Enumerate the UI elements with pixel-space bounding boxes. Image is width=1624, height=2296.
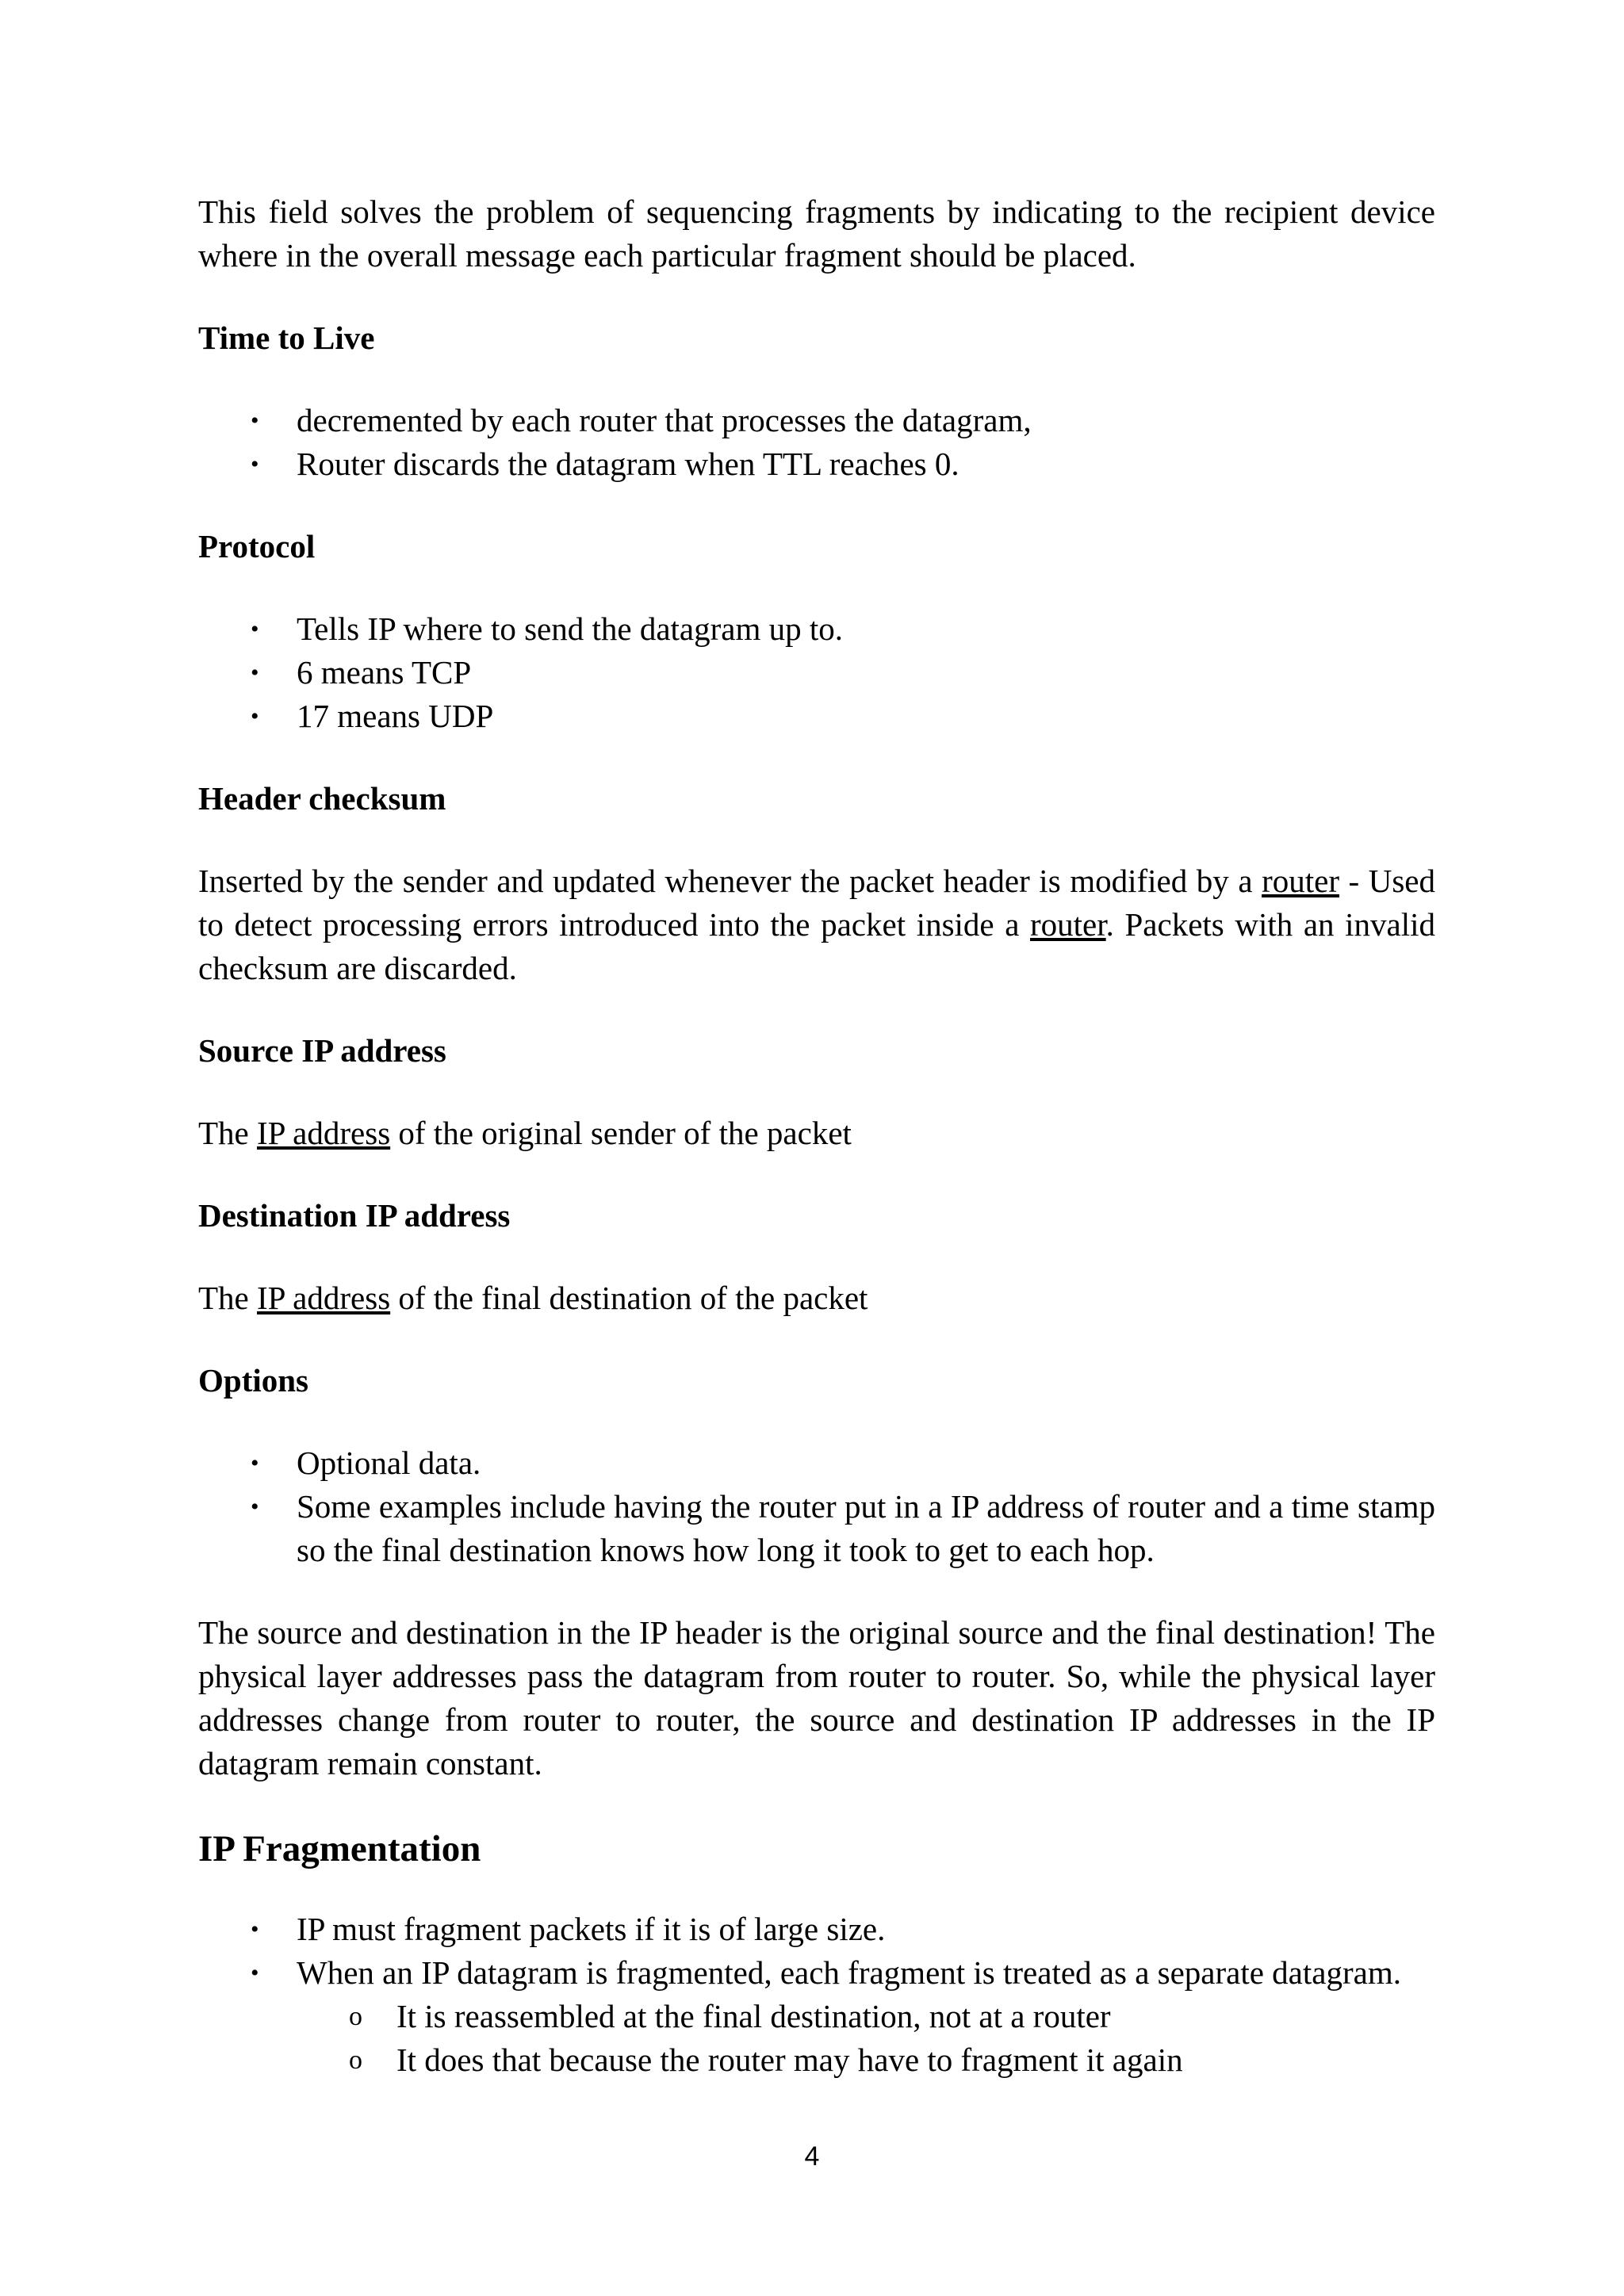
circle-bullet-icon: o	[349, 2002, 362, 2031]
list-item: • Some examples include having the router put in a IP address of router and a time stamp so the final destination knows how long it took to get to each hop.	[198, 1485, 1435, 1572]
list-item: • decremented by each router that processes the datagram,	[198, 399, 1435, 442]
protocol-list	[198, 607, 1435, 738]
options-heading: Options	[198, 1362, 308, 1399]
destination-ip-paragraph: The IP address of the final destination of the packet	[198, 1280, 868, 1316]
bullet-icon: •	[251, 1916, 259, 1942]
checksum-heading: Header checksum	[198, 780, 446, 817]
list-item: • Tells IP where to send the datagram up to.	[198, 607, 1435, 651]
bullet-icon: •	[251, 660, 259, 686]
list-item: • 6 means TCP	[198, 651, 1435, 695]
ip-address-link[interactable]: IP address	[257, 1115, 391, 1151]
bullet-icon: •	[251, 408, 259, 434]
source-ip-heading: Source IP address	[198, 1032, 446, 1069]
bullet-icon: •	[251, 616, 259, 642]
circle-bullet-icon: o	[349, 2045, 362, 2075]
router-link[interactable]: router	[1262, 863, 1339, 899]
ttl-heading: Time to Live	[198, 320, 375, 356]
list-item: • IP must fragment packets if it is of large size.	[198, 1908, 1435, 1951]
source-ip-paragraph: The IP address of the original sender of the packet	[198, 1115, 852, 1151]
page-number: 4	[804, 2141, 820, 2172]
summary-paragraph: The source and destination in the IP header is the original source and the final destination! The physical layer addresses pass the datagram from router to router. So, while the physical layer addresses change from router to router, the source and destination IP addresses in the IP datagram remain constant.	[198, 1614, 1435, 1781]
protocol-heading: Protocol	[198, 528, 316, 564]
options-list	[198, 1441, 1435, 1572]
destination-ip-heading: Destination IP address	[198, 1197, 511, 1234]
document-page	[198, 190, 1435, 2082]
fragmentation-sublist	[198, 1995, 1435, 2082]
bullet-icon: •	[251, 1494, 259, 1520]
bullet-icon: •	[251, 1450, 259, 1476]
fragmentation-list	[198, 1908, 1435, 1995]
list-item: • Optional data.	[198, 1441, 1435, 1485]
list-item: o It is reassembled at the final destination, not at a router	[198, 1995, 1435, 2038]
list-item: • Router discards the datagram when TTL reaches 0.	[198, 442, 1435, 486]
intro-paragraph: This field solves the problem of sequencing fragments by indicating to the recipient device where in the overall message each particular fragment should be placed.	[198, 193, 1435, 274]
bullet-icon: •	[251, 703, 259, 729]
fragmentation-heading: IP Fragmentation	[198, 1828, 481, 1869]
checksum-paragraph: Inserted by the sender and updated whenever the packet header is modified by a router - Used to detect processing errors introduced into the packet inside a router. Packets with an invalid checksum are discarded.	[198, 863, 1435, 986]
list-item: • When an IP datagram is fragmented, each fragment is treated as a separate datagram.	[198, 1951, 1435, 1995]
bullet-icon: •	[251, 451, 259, 477]
ttl-list	[198, 399, 1435, 486]
list-item: • 17 means UDP	[198, 695, 1435, 738]
list-item: o It does that because the router may have to fragment it again	[198, 2038, 1435, 2082]
router-link[interactable]: router	[1030, 906, 1106, 943]
bullet-icon: •	[251, 1960, 259, 1986]
ip-address-link[interactable]: IP address	[257, 1280, 391, 1316]
